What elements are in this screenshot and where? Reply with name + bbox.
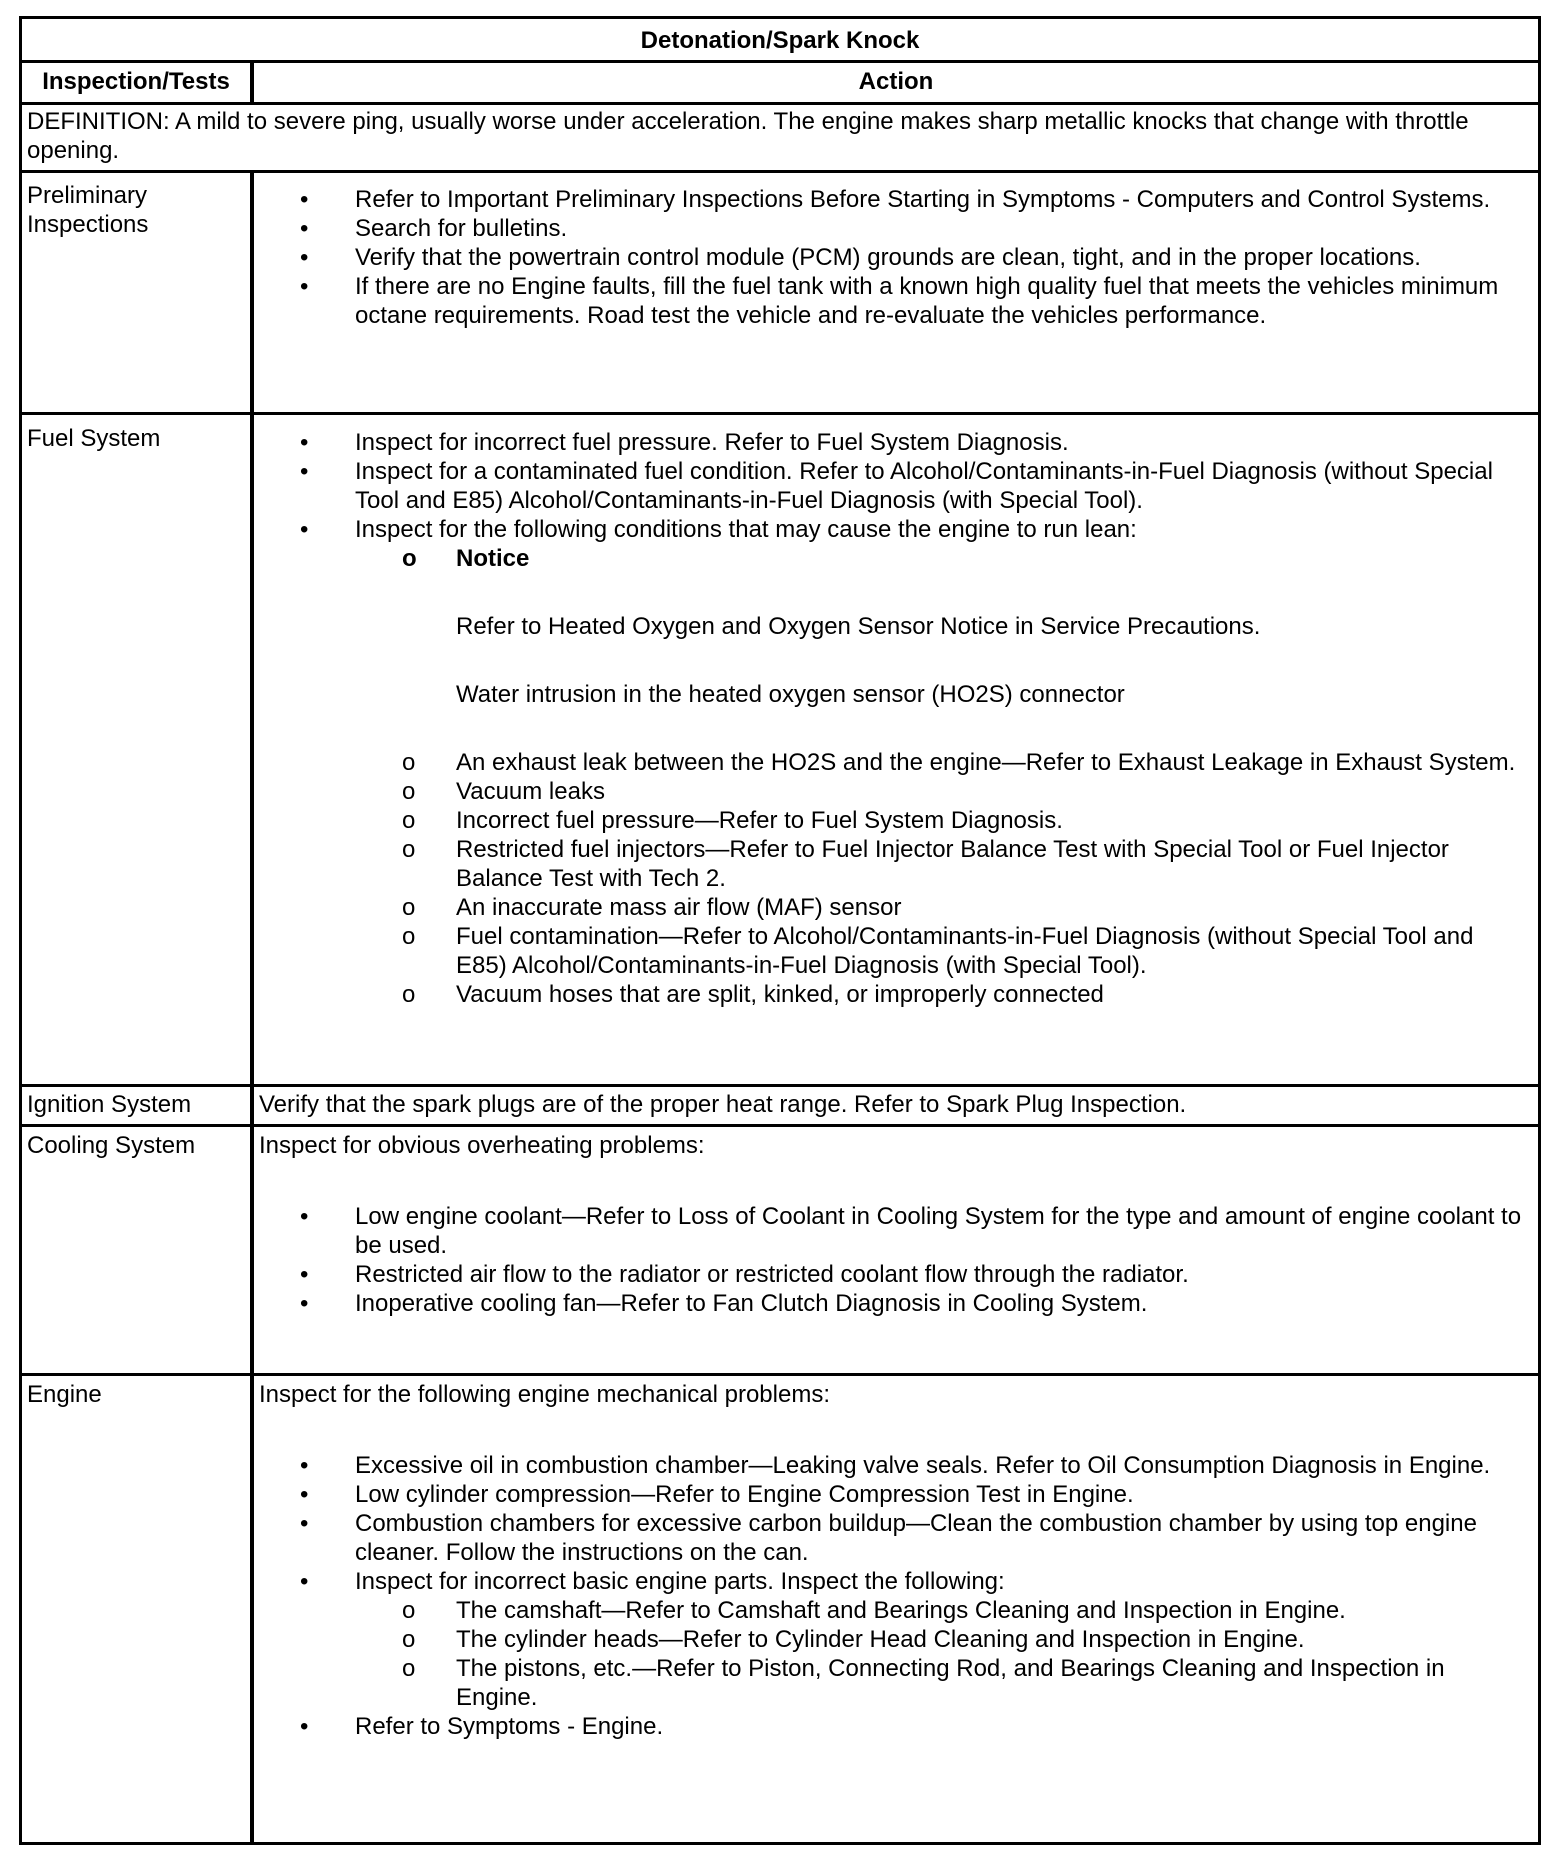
definition-text: DEFINITION: A mild to severe ping, usually worse under acceleration. The engine makes sharp metallic knocks that change with throttle opening. xyxy=(27,108,1469,164)
sub-list-item: o Vacuum leaks xyxy=(254,777,1530,806)
engine-intro: Inspect for the following engine mechanical problems: xyxy=(259,1381,830,1408)
list-item: • Combustion chambers for excessive carbon buildup—Clean the combustion chamber by using top engine cleaner. Follow the instructions on the can. xyxy=(254,1509,1530,1567)
list-item: • Refer to Symptoms - Engine. xyxy=(254,1712,1530,1741)
list-item: • Inspect for incorrect fuel pressure. Refer to Fuel System Diagnosis. xyxy=(254,428,1530,457)
sub-list-item: o The cylinder heads—Refer to Cylinder Head Cleaning and Inspection in Engine. xyxy=(254,1625,1530,1654)
list-item: • Low engine coolant—Refer to Loss of Coolant in Cooling System for the type and amount of engine coolant to be used. xyxy=(254,1202,1530,1260)
list-item: • If there are no Engine faults, fill the fuel tank with a known high quality fuel that meets the vehicles minimum octane requirements. Road test the vehicle and re-evaluate the vehicles performance. xyxy=(254,272,1530,330)
cooling-actions xyxy=(254,1131,1530,1318)
column-divider xyxy=(250,170,254,1845)
sub-list-item: o The camshaft—Refer to Camshaft and Bearings Cleaning and Inspection in Engine. xyxy=(254,1596,1530,1625)
row-label-cooling: Cooling System xyxy=(27,1132,196,1159)
table-title: Detonation/Spark Knock xyxy=(640,27,920,54)
sub-list-item: o Restricted fuel injectors—Refer to Fuel Injector Balance Test with Special Tool or Fuel Injector Balance Test with Tech 2. xyxy=(254,835,1530,893)
list-item: • Inspect for the following conditions that may cause the engine to run lean: xyxy=(254,515,1530,544)
list-item: • Excessive oil in combustion chamber—Leaking valve seals. Refer to Oil Consumption Diagnosis in Engine. xyxy=(254,1451,1530,1480)
header-inspection: Inspection/Tests xyxy=(42,68,230,95)
sub-list-item: o An exhaust leak between the HO2S and the engine—Refer to Exhaust Leakage in Exhaust System. xyxy=(254,748,1530,777)
row-label-fuel: Fuel System xyxy=(27,425,161,452)
diagnostic-table xyxy=(19,16,1541,1845)
sub-list-item: o Vacuum hoses that are split, kinked, or improperly connected xyxy=(254,980,1530,1009)
row-label-ignition: Ignition System xyxy=(27,1091,192,1118)
list-item: • Inoperative cooling fan—Refer to Fan Clutch Diagnosis in Cooling System. xyxy=(254,1289,1530,1318)
notice-title: o Notice xyxy=(254,544,1530,573)
sub-list-item: o Incorrect fuel pressure—Refer to Fuel System Diagnosis. xyxy=(254,806,1530,835)
cooling-intro: Inspect for obvious overheating problems: xyxy=(259,1132,705,1159)
list-item: • Verify that the powertrain control module (PCM) grounds are clean, tight, and in the proper locations. xyxy=(254,243,1530,272)
header-action: Action xyxy=(858,68,934,95)
engine-actions xyxy=(254,1380,1530,1741)
list-item: • Inspect for incorrect basic engine parts. Inspect the following: xyxy=(254,1567,1530,1596)
list-item: • Search for bulletins. xyxy=(254,214,1530,243)
sub-list-item: o The pistons, etc.—Refer to Piston, Connecting Rod, and Bearings Cleaning and Inspection in Engine. xyxy=(254,1654,1530,1712)
notice-water: Water intrusion in the heated oxygen sensor (HO2S) connector xyxy=(456,681,1125,708)
list-item: • Low cylinder compression—Refer to Engine Compression Test in Engine. xyxy=(254,1480,1530,1509)
row-label-engine: Engine xyxy=(27,1381,102,1408)
sub-list-item: o An inaccurate mass air flow (MAF) sensor xyxy=(254,893,1530,922)
ignition-action: Verify that the spark plugs are of the proper heat range. Refer to Spark Plug Inspection. xyxy=(259,1091,1187,1118)
sub-list-item: o Fuel contamination—Refer to Alcohol/Contaminants-in-Fuel Diagnosis (without Special Tool and E85) Alcohol/Contaminants-in-Fuel Diagnosis (with Special Tool). xyxy=(254,922,1530,980)
preliminary-actions xyxy=(254,185,1530,330)
notice-text: Refer to Heated Oxygen and Oxygen Sensor Notice in Service Precautions. xyxy=(456,613,1261,640)
row-label-preliminary: Preliminary Inspections xyxy=(27,182,149,238)
list-item: • Refer to Important Preliminary Inspections Before Starting in Symptoms - Computers and Control Systems. xyxy=(254,185,1530,214)
list-item: • Inspect for a contaminated fuel condition. Refer to Alcohol/Contaminants-in-Fuel Diagnosis (without Special Tool and E85) Alcohol/Contaminants-in-Fuel Diagnosis (with Special Tool). xyxy=(254,457,1530,515)
fuel-actions xyxy=(254,428,1530,1009)
list-item: • Restricted air flow to the radiator or restricted coolant flow through the radiator. xyxy=(254,1260,1530,1289)
